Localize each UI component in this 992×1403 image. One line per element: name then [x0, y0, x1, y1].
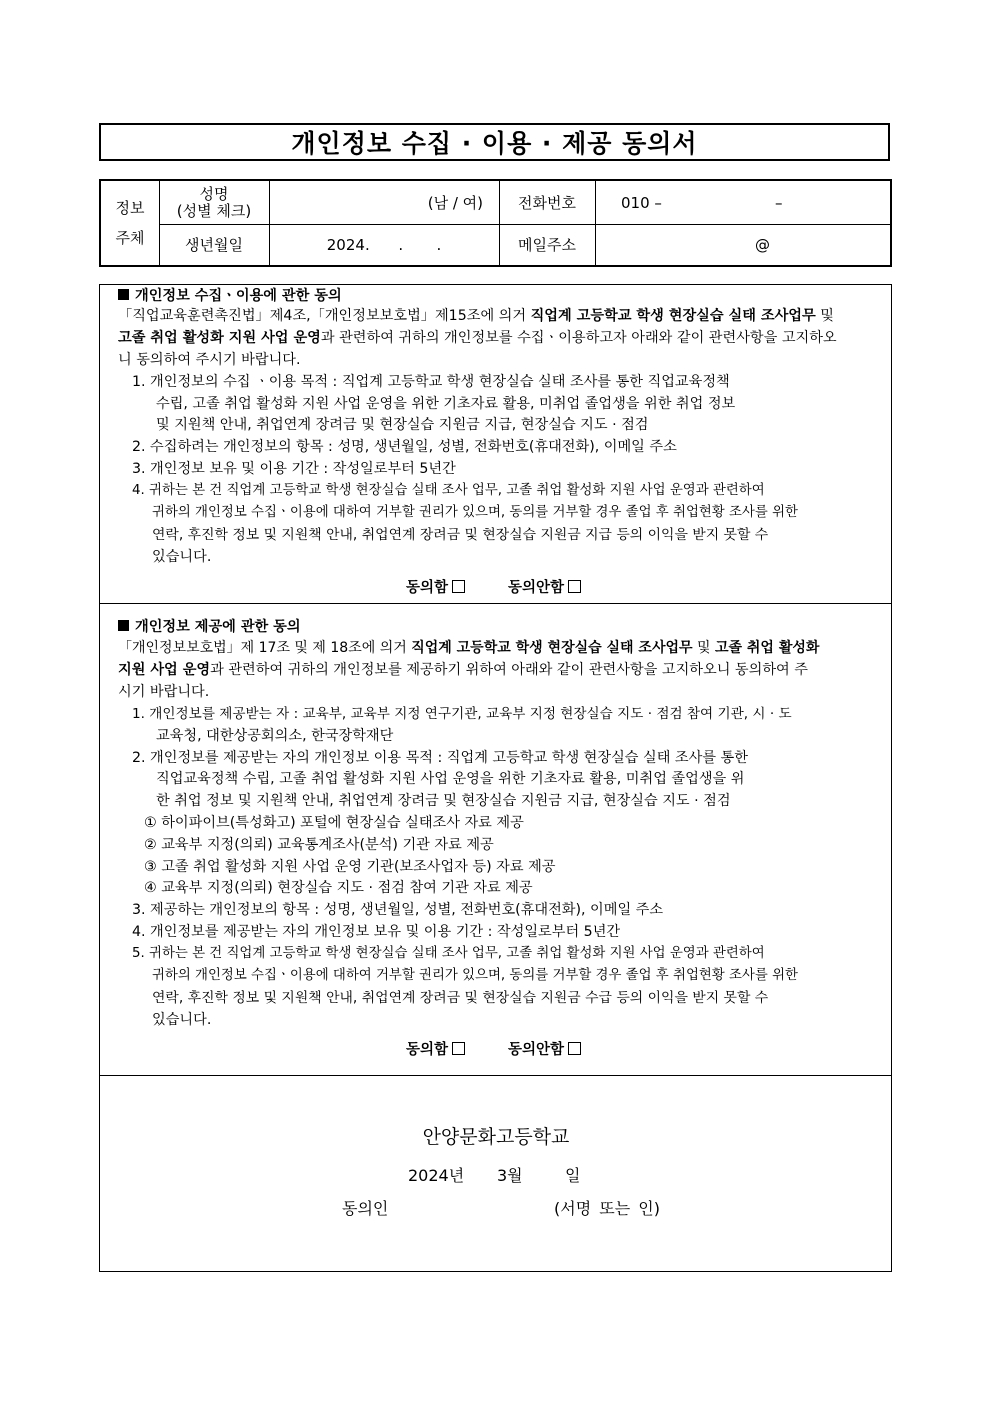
- section2-paragraph-line1: 「개인정보보호법」제 17조 및 제 18조에 의거 직업계 고등학교 학생 현장실습 실태 조사업무 및 고졸 취업 활성화: [118, 640, 820, 656]
- name-label: [159, 181, 269, 224]
- section2-item5-line2: 귀하의 개인정보 수집ㆍ이용에 대하여 거부할 권리가 있으며, 동의를 거부할 경우 졸업 후 취업현황 조사를 위한: [152, 968, 798, 983]
- gender-check[interactable]: (남 / 여): [427, 194, 483, 212]
- section2-agree[interactable]: 동의함: [406, 1038, 465, 1059]
- date-day: 일: [565, 1166, 581, 1185]
- section2-item5-line4: 있습니다.: [152, 1012, 212, 1028]
- email-label: 메일주소: [518, 236, 576, 254]
- section2-subitem1: ① 하이파이브(특성화고) 포털에 현장실습 실태조사 자료 제공: [144, 815, 524, 831]
- section1-item2: 2. 수집하려는 개인정보의 항목 : 성명, 생년월일, 성별, 전화번호(휴대전화), 이메일 주소: [132, 439, 677, 455]
- subject-label: [101, 181, 159, 265]
- section1-disagree[interactable]: 동의안함: [508, 576, 581, 597]
- section1-item1-line2: 수립, 고졸 취업 활성화 지원 사업 운영을 위한 기초자료 활용, 미취업 졸업생을 위한 취업 정보: [156, 396, 736, 412]
- section1-item4-line2: 귀하의 개인정보 수집ㆍ이용에 대하여 거부할 권리가 있으며, 동의를 거부할 경우 졸업 후 취업현황 조사를 위한: [152, 505, 798, 520]
- phone-label: 전화번호: [518, 194, 576, 212]
- section2-item2-line2: 직업교육정책 수립, 고졸 취업 활성화 지원 사업 운영을 위한 기초자료 활용, 미취업 졸업생을 위: [156, 771, 745, 787]
- signature-section: [99, 1075, 892, 1272]
- date-month: 3월: [497, 1166, 523, 1185]
- section2-item5-line1: 5. 귀하는 본 건 직업계 고등학교 학생 현장실습 실태 조사 업무, 고졸 취업 활성화 지원 사업 운영과 관련하여: [132, 946, 765, 961]
- section2-item2-line1: 2. 개인정보를 제공받는 자의 개인정보 이용 목적 : 직업계 고등학교 학생 현장실습 실태 조사를 통한: [132, 750, 748, 766]
- phone-value: 010 –: [621, 193, 662, 212]
- section2-disagree-checkbox[interactable]: [568, 1042, 581, 1055]
- section1-paragraph-line1: 「직업교육훈련촉진법」제4조,「개인정보보호법」제15조에 의거 직업계 고등학교 학생 현장실습 실태 조사업무 및: [118, 308, 834, 324]
- info-table: [99, 179, 892, 267]
- section1-agree[interactable]: 동의함: [406, 576, 465, 597]
- document-title: 개인정보 수집 · 이용 · 제공 동의서: [291, 129, 698, 158]
- section1-item1-line3: 및 지원책 안내, 취업연계 장려금 및 현장실습 지원금 지급, 현장실습 지도 · 점검: [156, 417, 649, 433]
- section2-subitem4: ④ 교육부 지정(의뢰) 현장실습 지도 · 점검 참여 기관 자료 제공: [144, 880, 533, 896]
- section2-item1-line1: 1. 개인정보를 제공받는 자 : 교육부, 교육부 지정 연구기관, 교육부 지정 현장실습 지도 · 점검 참여 기관, 시 · 도: [132, 706, 792, 722]
- document-title-box: [99, 123, 890, 161]
- section2-paragraph-line2: 지원 사업 운영과 관련하여 귀하의 개인정보를 제공하기 위하여 아래와 같이 관련사항을 고지하오니 동의하여 주: [118, 662, 808, 678]
- name-label-main: 성명: [199, 184, 229, 203]
- consenter-label: 동의인: [342, 1199, 389, 1218]
- name-field[interactable]: [269, 181, 499, 224]
- subject-label-line1: 정보: [115, 199, 145, 217]
- section2-disagree[interactable]: 동의안함: [508, 1038, 581, 1059]
- section2-subitem3: ③ 고졸 취업 활성화 지원 사업 운영 기관(보조사업자 등) 자료 제공: [144, 859, 556, 875]
- section1-disagree-checkbox[interactable]: [568, 580, 581, 593]
- section1-heading: 개인정보 수집ㆍ이용에 관한 동의: [118, 286, 342, 306]
- section2-subitem2: ② 교육부 지정(의뢰) 교육통계조사(분석) 기관 자료 제공: [144, 837, 494, 853]
- subject-label-line2: 주체: [115, 229, 145, 247]
- section1-agree-checkbox[interactable]: [452, 580, 465, 593]
- birth-label: 생년월일: [185, 236, 243, 254]
- section2-paragraph-line3: 시기 바랍니다.: [118, 684, 210, 700]
- school-name: 안양문화고등학교: [422, 1126, 570, 1148]
- section1-paragraph-line3: 니 동의하여 주시기 바랍니다.: [118, 352, 301, 368]
- section1-paragraph-line2: 고졸 취업 활성화 지원 사업 운영과 관련하여 귀하의 개인정보를 수집ㆍ이용하고자 아래와 같이 관련사항을 고지하오: [118, 330, 837, 346]
- section2-agree-checkbox[interactable]: [452, 1042, 465, 1055]
- section1-item4-line3: 연락, 후진학 정보 및 지원책 안내, 취업연계 장려금 및 현장실습 지원금 지급 등의 이익을 받지 못할 수: [152, 527, 769, 543]
- phone-field[interactable]: [595, 181, 890, 224]
- phone-dash: –: [775, 193, 783, 212]
- section1-item1-line1: 1. 개인정보의 수집 ㆍ이용 목적 : 직업계 고등학교 학생 현장실습 실태 조사를 통한 직업교육정책: [132, 374, 730, 390]
- section2-item1-line2: 교육청, 대한상공회의소, 한국장학재단: [156, 728, 394, 744]
- date-year: 2024년: [408, 1166, 465, 1185]
- signature-placeholder[interactable]: (서명 또는 인): [554, 1199, 660, 1218]
- section2-heading: 개인정보 제공에 관한 동의: [118, 617, 301, 637]
- birth-field[interactable]: 2024. . .: [326, 235, 442, 254]
- section2-item3: 3. 제공하는 개인정보의 항목 : 성명, 생년월일, 성별, 전화번호(휴대전화), 이메일 주소: [132, 902, 664, 918]
- section2-item2-line3: 한 취업 정보 및 지원책 안내, 취업연계 장려금 및 현장실습 지원금 지급, 현장실습 지도 · 점검: [156, 793, 731, 809]
- email-field[interactable]: @: [755, 235, 770, 254]
- section2-item4: 4. 개인정보를 제공받는 자의 개인정보 보유 및 이용 기간 : 작성일로부터 5년간: [132, 924, 621, 940]
- section1-item3: 3. 개인정보 보유 및 이용 기간 : 작성일로부터 5년간: [132, 461, 456, 477]
- section2-item5-line3: 연락, 후진학 정보 및 지원책 안내, 취업연계 장려금 및 현장실습 지원금 수급 등의 이익을 받지 못할 수: [152, 990, 769, 1006]
- section1-item4-line4: 있습니다.: [152, 549, 212, 565]
- section1-item4-line1: 4. 귀하는 본 건 직업계 고등학교 학생 현장실습 실태 조사 업무, 고졸 취업 활성화 지원 사업 운영과 관련하여: [132, 483, 765, 498]
- name-label-sub: (성별 체크): [176, 201, 252, 220]
